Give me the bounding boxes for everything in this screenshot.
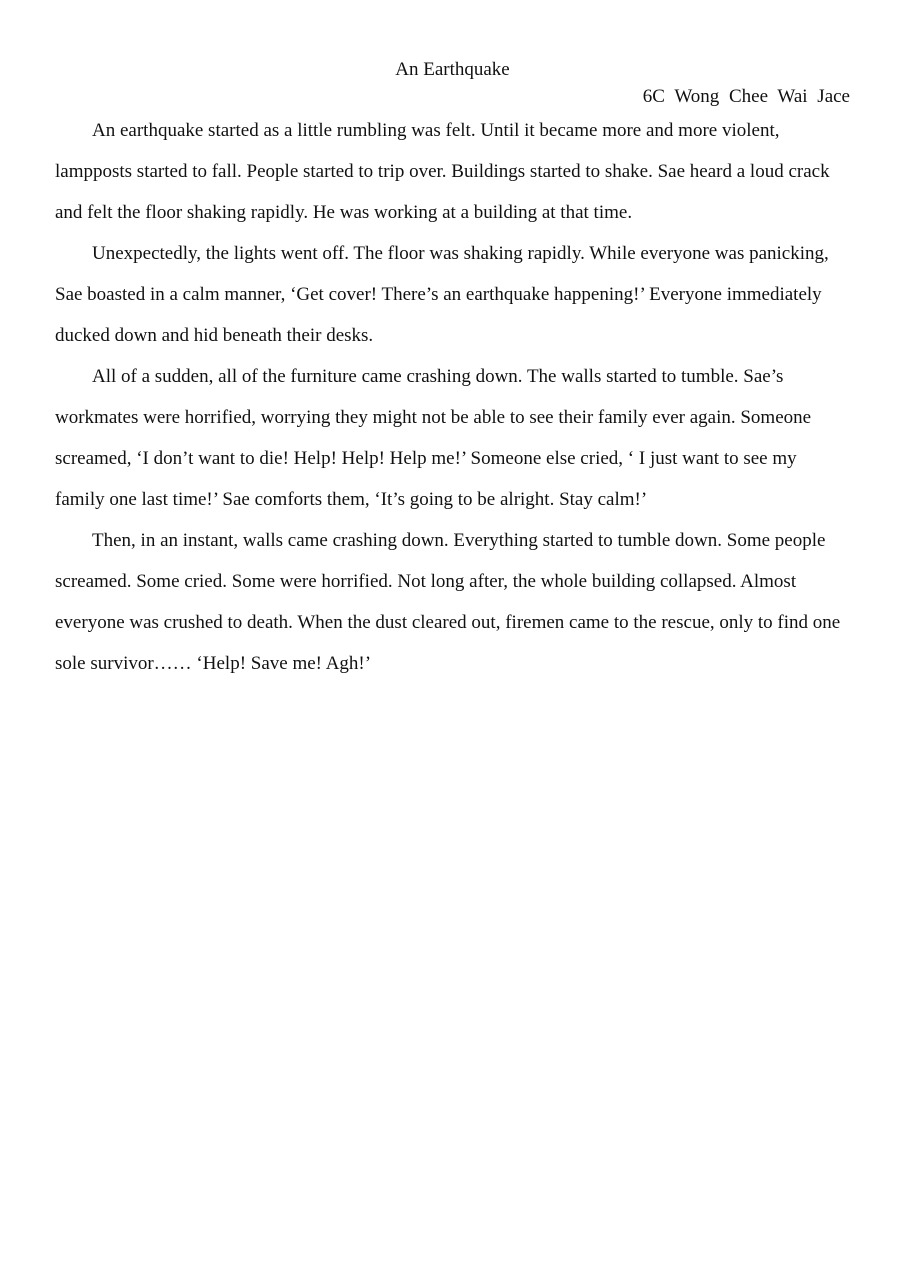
paragraph-2: Unexpectedly, the lights went off. The floor was shaking rapidly. While everyone was panicking, Sae boasted in a calm manner, ‘Get cover! There’s an earthquake happening!’ Everyone immediately ducked down and hid beneath their desks. bbox=[55, 243, 829, 346]
paragraph-1: An earthquake started as a little rumbling was felt. Until it became more and more violent, lampposts started to fall. People started to trip over. Buildings started to shake. Sae heard a loud crack and felt the floor shaking rapidly. He was working at a building at that time. bbox=[55, 120, 830, 223]
paragraph-3: All of a sudden, all of the furniture came crashing down. The walls started to tumble. Sae’s workmates were horrified, worrying they might not be able to see their family ever again. Someone screamed, ‘I don’t want to die! Help! Help! Help me!’ Someone else cried, ‘ I just want to see my family one last time!’ Sae comforts them, ‘It’s going to be alright. Stay calm!’ bbox=[55, 366, 812, 510]
document-title: An Earthquake bbox=[395, 59, 510, 80]
story-body bbox=[55, 110, 850, 684]
paragraph-4: Then, in an instant, walls came crashing down. Everything started to tumble down. Some people screamed. Some cried. Some were horrified. Not long after, the whole building collapsed. Almost everyone was crushed to death. When the dust cleared out, firemen came to the rescue, only to find one sole survivor…… ‘Help! Save me! Agh!’ bbox=[55, 530, 841, 674]
author-line: 6C Wong Chee Wai Jace bbox=[642, 86, 850, 107]
